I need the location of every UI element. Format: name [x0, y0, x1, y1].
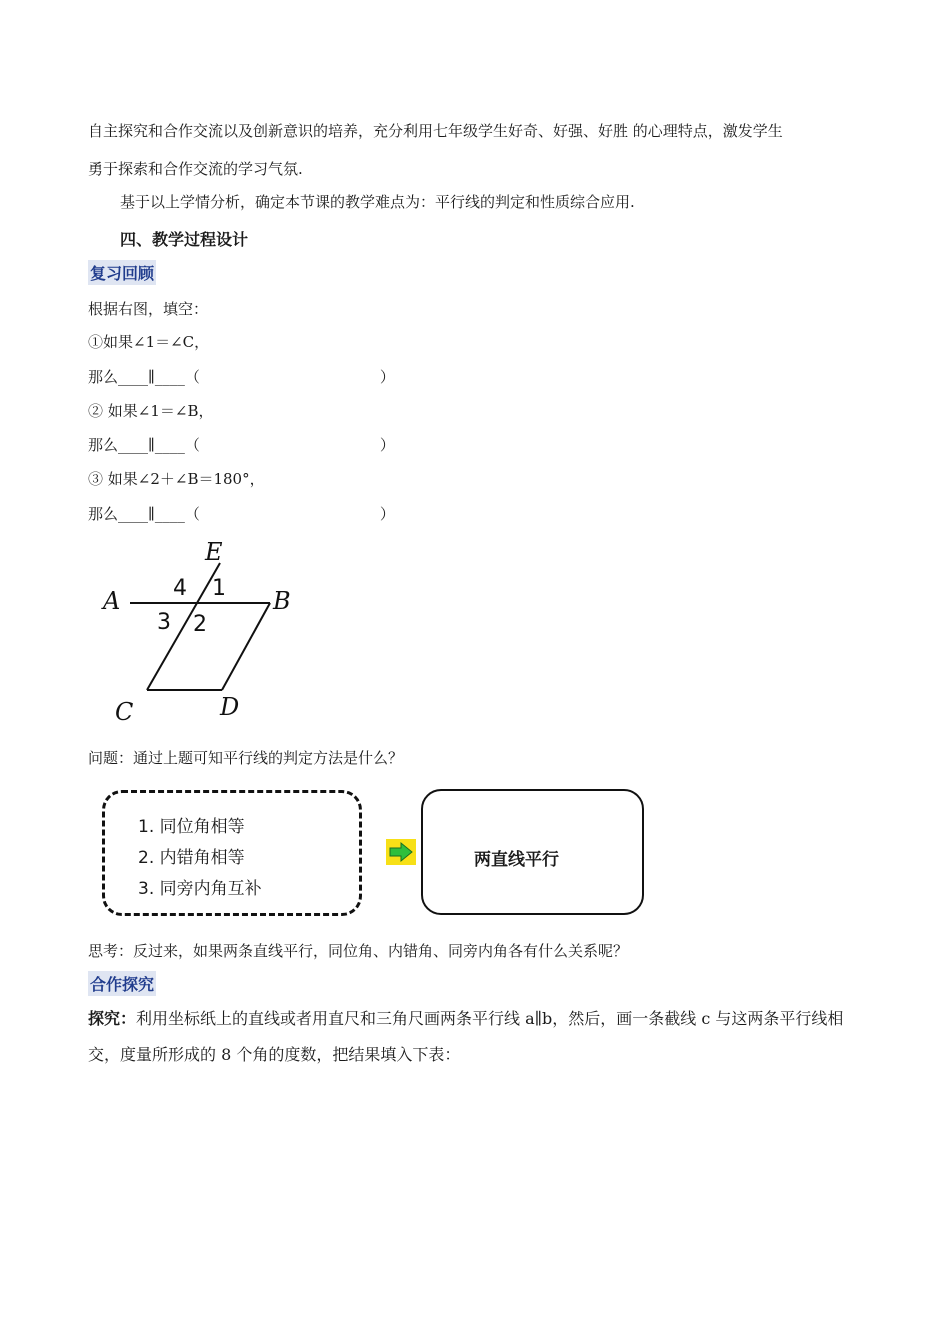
- angle-3-label: 3: [157, 610, 171, 635]
- intro-line-1: 自主探究和合作交流以及创新意识的培养，充分利用七年级学生好奇、好强、好胜 的心理特点，激发学生: [88, 122, 783, 140]
- label-e: E: [205, 538, 223, 566]
- method-item-1: 1. 同位角相等: [138, 817, 245, 837]
- question-text: 问题：通过上题可知平行线的判定方法是什么？: [88, 749, 404, 767]
- method-item-2: 2. 内错角相等: [138, 848, 245, 868]
- arrow-icon: [386, 839, 416, 865]
- label-b: B: [273, 587, 291, 615]
- difficulty-text: 基于以上学情分析，确定本节课的教学难点为：平行线的判定和性质综合应用.: [120, 193, 635, 211]
- angle-2-label: 2: [193, 612, 207, 637]
- explore-lead: 探究：: [88, 1009, 137, 1028]
- review-prompt: 根据右图，填空：: [88, 300, 209, 318]
- method-item-3: 3. 同旁内角互补: [138, 879, 262, 899]
- result-text: 两直线平行: [474, 850, 559, 870]
- think-text: 思考：反过来，如果两条直线平行，同位角、内错角、同旁内角各有什么关系呢？: [88, 942, 629, 960]
- angle-1-label: 1: [212, 576, 226, 601]
- line-bd: [222, 603, 270, 690]
- review-tag: 复习回顾: [88, 260, 156, 285]
- intro-line-2: 勇于探索和合作交流的学习气氛.: [88, 160, 303, 178]
- explore-body: 利用坐标纸上的直线或者用直尺和三角尺画两条平行线 a∥b，然后，画一条截线 c 与这两条平行线相交，度量所形成的 8 个角的度数，把结果填入下表：: [88, 1009, 844, 1064]
- cooperation-tag: 合作探究: [88, 971, 156, 996]
- section-heading: 四、教学过程设计: [120, 230, 249, 249]
- geometry-figure: [95, 535, 310, 730]
- label-a: A: [103, 587, 121, 615]
- review-answer-2: 那么____∥____（ ）: [88, 436, 395, 454]
- label-d: D: [220, 693, 240, 721]
- review-answer-1: 那么____∥____（ ）: [88, 368, 395, 386]
- label-c: C: [115, 698, 134, 726]
- review-condition-3: ③ 如果∠2＋∠B＝180°，: [88, 470, 265, 488]
- review-condition-1: ①如果∠1＝∠C，: [88, 333, 210, 351]
- review-answer-3: 那么____∥____（ ）: [88, 505, 395, 523]
- explore-paragraph: [88, 1001, 868, 1073]
- angle-4-label: 4: [173, 576, 187, 601]
- review-condition-2: ② 如果∠1＝∠B，: [88, 402, 214, 420]
